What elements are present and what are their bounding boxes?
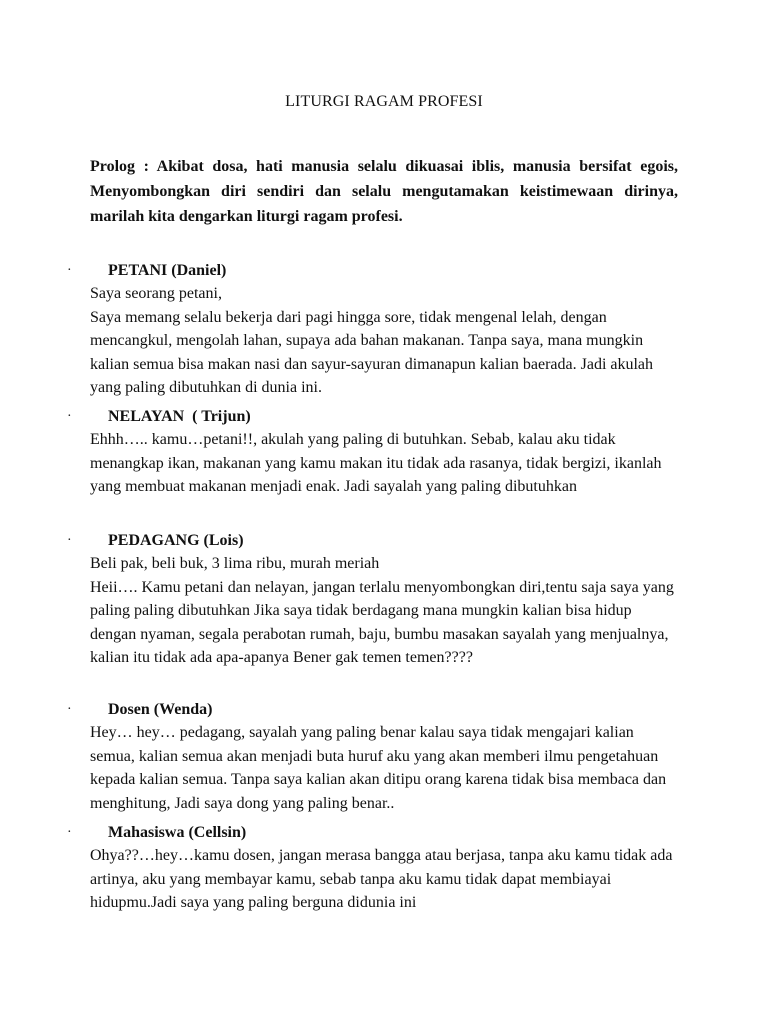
section-body (90, 844, 678, 915)
body-paragraph: Heii…. Kamu petani dan nelayan, jangan terlalu menyombongkan diri,tentu saja saya yang paling paling dibutuhkan Jika saya tidak berdagang mana mungkin kalian bisa hidup dengan nyaman, segala perabotan rumah, baju, bumbu masakan sayalah yang menjualnya, kalian itu tidak ada apa-apanya Bener gak temen temen???? (90, 578, 674, 667)
speaker-heading: Dosen (Wenda) (108, 701, 213, 718)
body-line: Beli pak, beli buk, 3 lima ribu, murah meriah (90, 555, 380, 572)
bullet-marker: · (67, 409, 72, 424)
speaker-heading: Mahasiswa (Cellsin) (108, 824, 247, 841)
bullet-marker: · (67, 263, 72, 278)
body-line: Saya seorang petani, (90, 285, 222, 302)
section-body (90, 721, 678, 815)
speaker-heading: PETANI (Daniel) (108, 262, 227, 279)
bullet-marker: · (67, 702, 72, 717)
bullet-marker: · (67, 825, 72, 840)
body-paragraph: Ohya??…hey…kamu dosen, jangan merasa bangga atau berjasa, tanpa aku kamu tidak ada artinya, aku yang membayar kamu, sebab tanpa aku kamu tidak dapat membiayai hidupmu.Jadi saya yang paling berguna didunia ini (90, 847, 673, 912)
section-body (90, 282, 678, 400)
section-body (90, 552, 678, 670)
body-paragraph: Saya memang selalu bekerja dari pagi hingga sore, tidak mengenal lelah, dengan mencangkul, mengolah lahan, supaya ada bahan makanan. Tanpa saya, mana mungkin kalian semua bisa makan nasi dan sayur-sayuran dimanapun kalian baerada. Jadi akulah yang paling dibutuhkan di dunia ini. (90, 308, 654, 397)
document-title: LITURGI RAGAM PROFESI (285, 93, 483, 110)
bullet-marker: · (67, 533, 72, 548)
body-paragraph: Ehhh….. kamu…petani!!, akulah yang paling di butuhkan. Sebab, kalau aku tidak menangkap ikan, makanan yang kamu makan itu tidak ada rasanya, tidak bergizi, ikanlah yang membuat makanan menjadi enak. Jadi sayalah yang paling dibutuhkan (90, 431, 662, 496)
prolog-paragraph: Prolog : Akibat dosa, hati manusia selalu dikuasai iblis, manusia bersifat egois, Menyombongkan diri sendiri dan selalu mengutamakan keistimewaan dirinya, marilah kita dengarkan liturgi ragam profesi. (90, 158, 678, 225)
body-paragraph: Hey… hey… pedagang, sayalah yang paling benar kalau saya tidak mengajari kalian semua, kalian semua akan menjadi buta huruf aku yang akan memberi ilmu pengetahuan kepada kalian semua. Tanpa saya kalian akan ditipu orang karena tidak bisa membaca dan menghitung, Jadi saya dong yang paling benar.. (90, 724, 667, 812)
section-body (90, 428, 678, 499)
speaker-heading: PEDAGANG (Lois) (108, 532, 244, 549)
speaker-heading: NELAYAN ( Trijun) (108, 408, 251, 425)
